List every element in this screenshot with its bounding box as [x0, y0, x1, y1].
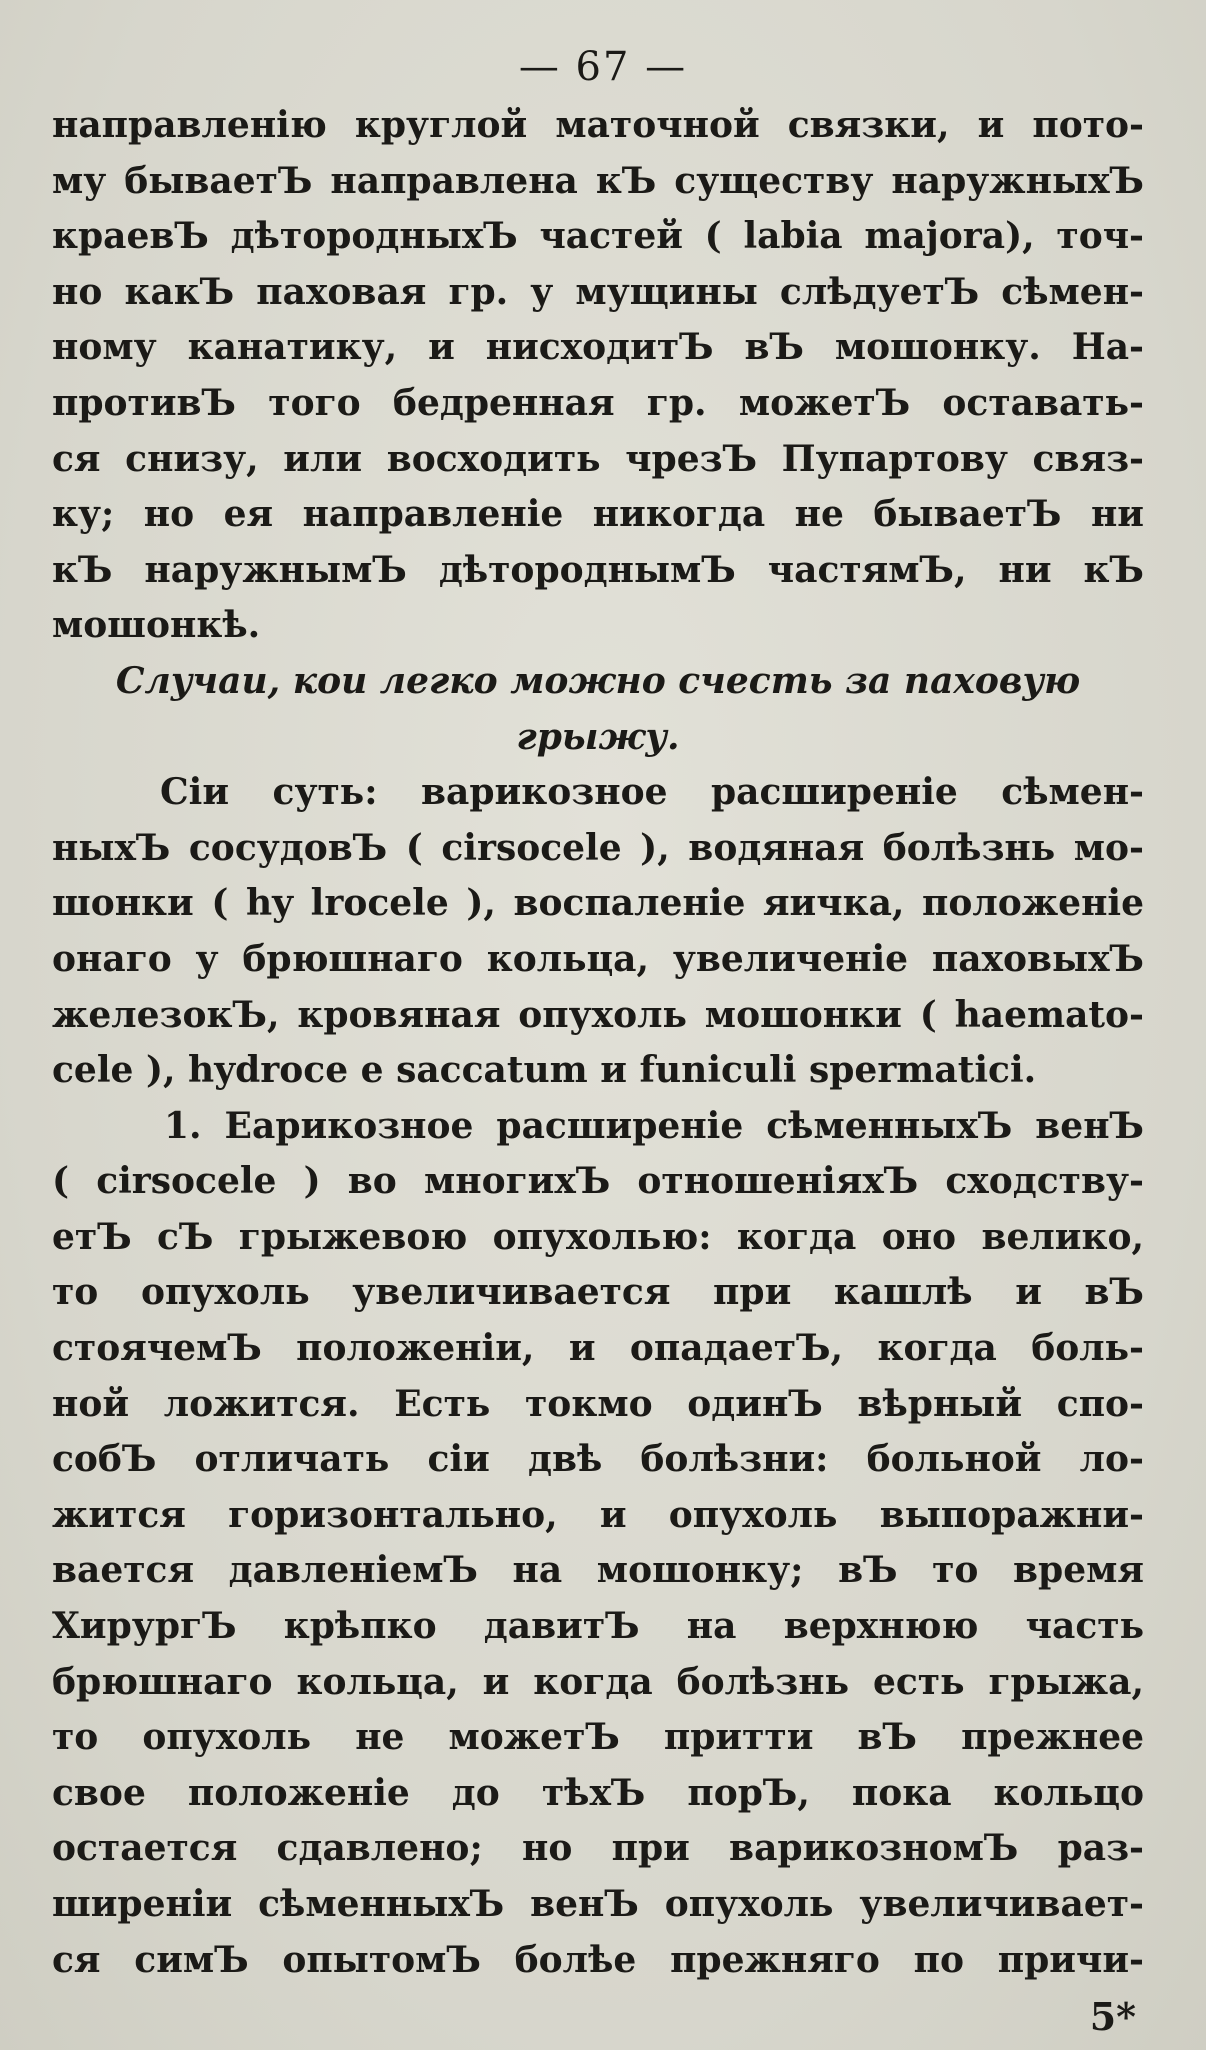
text-line: собЪ отличать сіи двѣ болѣзни: больной ло-	[52, 1438, 1144, 1481]
text-line: шонки ( hy lrocele ), воспаленіе яичка, положеніе	[52, 882, 1144, 925]
text-line: но какЪ паховая гр. у мущины слѣдуетЪ сѣмен-	[52, 270, 1144, 313]
section-heading: Случаи, кои легко можно счесть за паховую	[115, 659, 1081, 702]
text-line: брюшнаго кольца, и когда болѣзнь есть грыжа,	[52, 1660, 1144, 1703]
text-line: Сіи суть: варикозное расширеніе сѣмен-	[160, 771, 1144, 814]
text-line: стоячемЪ положеніи, и опадаетЪ, когда боль-	[52, 1327, 1144, 1370]
text-line: кЪ наружнымЪ дѣтороднымЪ частямЪ, ни кЪ	[52, 548, 1144, 591]
text-line: направленію круглой маточной связки, и пото-	[52, 104, 1144, 146]
text-line: ному канатику, и нисходитЪ вЪ мошонку. На-	[52, 326, 1144, 369]
text-line: ку; но ея направленіе никогда не бываетЪ ни	[52, 493, 1144, 536]
text-line: мошонкѣ.	[52, 604, 261, 647]
text-line: ХирургЪ крѣпко давитЪ на верхнюю часть	[52, 1605, 1144, 1648]
text-line: ся снизу, или восходить чрезЪ Пупартову связ-	[52, 437, 1144, 480]
text-line: му бываетЪ направлена кЪ существу наружныхЪ	[52, 159, 1144, 202]
text-line: вается давленіемЪ на мошонку; вЪ то время	[52, 1549, 1144, 1592]
text-line: ( cirsocele ) во многихЪ отношеніяхЪ сходству-	[52, 1160, 1144, 1203]
text-line: то опухоль увеличивается при кашлѣ и вЪ	[52, 1271, 1144, 1314]
text-line: остается сдавлено; но при варикозномЪ раз-	[52, 1827, 1144, 1870]
text-line: онаго у брюшнаго кольца, увеличеніе паховыхЪ	[52, 937, 1144, 980]
text-line: жится горизонтально, и опухоль выпоражни-	[52, 1493, 1144, 1536]
text-line: ся симЪ опытомЪ болѣе прежняго по причи-	[52, 1938, 1144, 1981]
text-line: железокЪ, кровяная опухоль мошонки ( haemato-	[52, 993, 1144, 1036]
text-line: краевЪ дѣтородныхЪ частей ( labia majora), точ-	[52, 215, 1144, 258]
text-line: то опухоль не можетЪ притти вЪ прежнее	[52, 1716, 1144, 1759]
page-number: — 67 —	[518, 44, 688, 90]
text-line: ширеніи сѣменныхЪ венЪ опухоль увеличивает-	[52, 1883, 1144, 1925]
text-line: етЪ сЪ грыжевою опухолью: когда оно велико,	[52, 1215, 1144, 1258]
signature-mark: 5*	[1089, 1994, 1136, 2039]
text-line: ной ложится. Есть токмо одинЪ вѣрный спо-	[52, 1382, 1144, 1425]
page-text	[52, 98, 1144, 1988]
section-heading: грыжу.	[516, 715, 680, 758]
text-line: свое положеніе до тѣхЪ порЪ, пока кольцо	[52, 1771, 1144, 1814]
text-line: противЪ того бедренная гр. можетЪ оставать-	[52, 381, 1144, 424]
text-line: 1. Eарикозное расширеніе сѣменныхЪ венЪ	[164, 1104, 1144, 1147]
text-line: ныхЪ сосудовЪ ( cirsocele ), водяная болѣзнь мо-	[52, 826, 1144, 869]
text-line: cele ), hydroce e saccatum и funiculi spermatici.	[52, 1049, 1037, 1092]
